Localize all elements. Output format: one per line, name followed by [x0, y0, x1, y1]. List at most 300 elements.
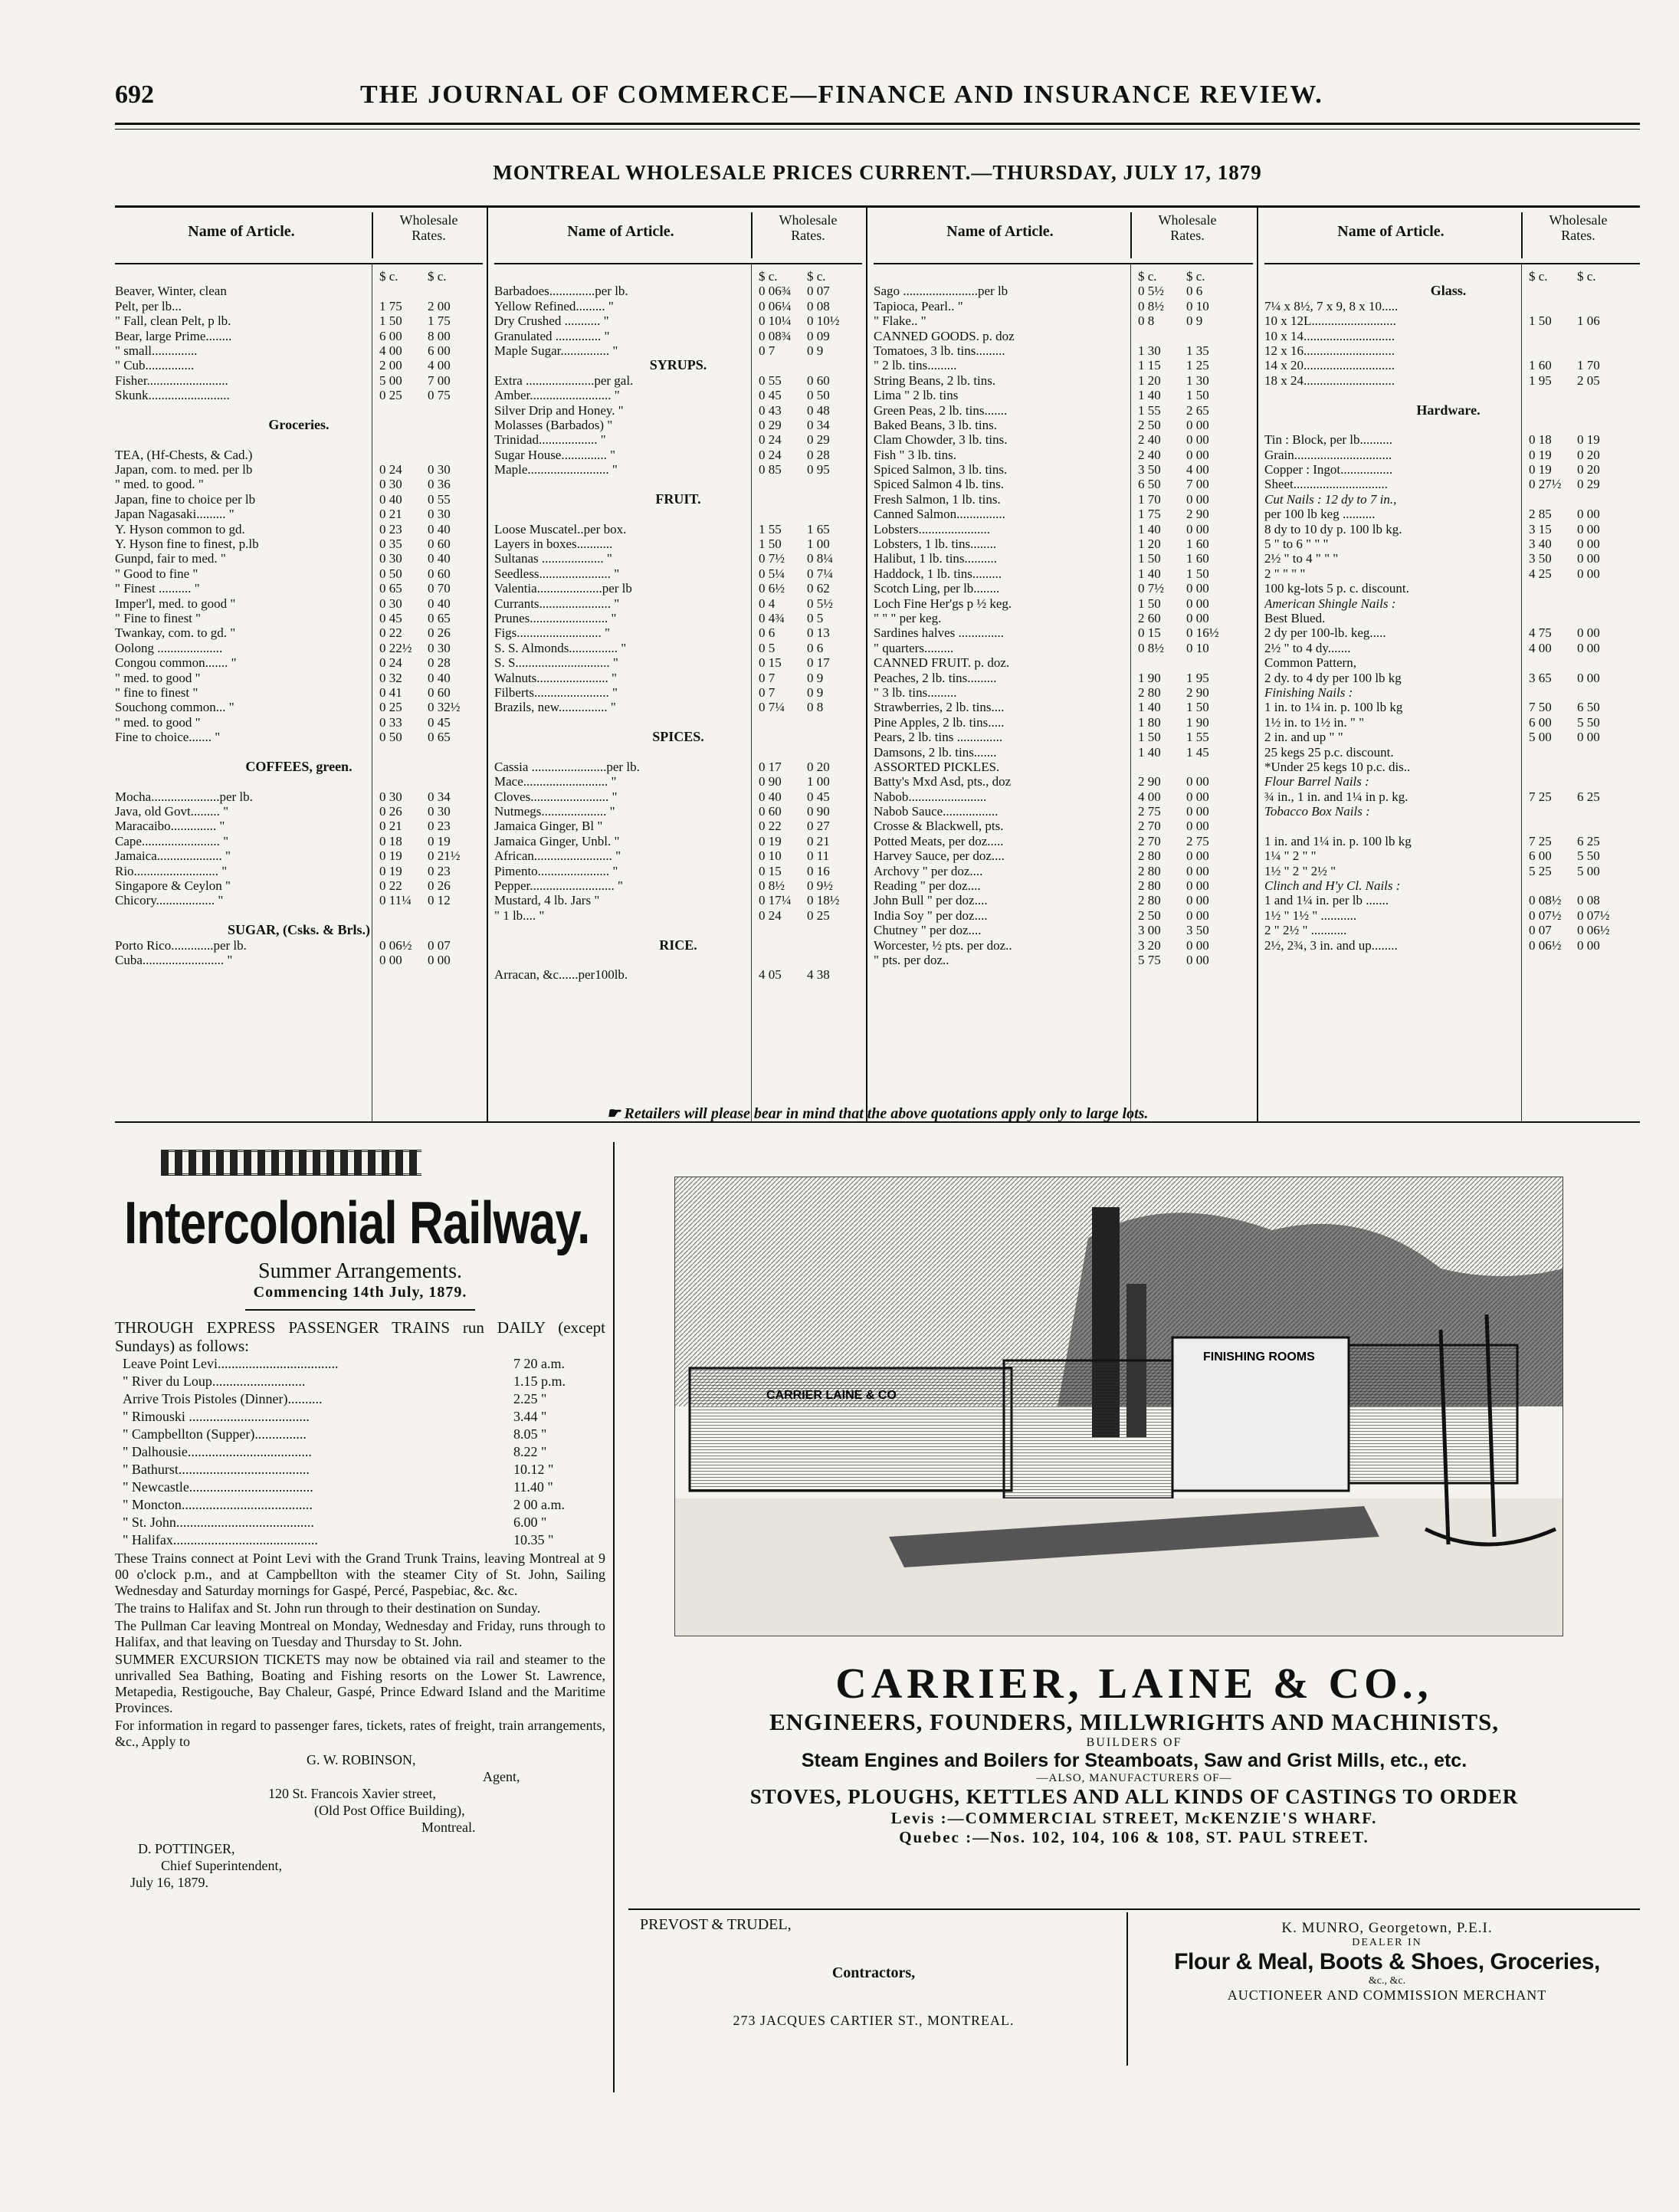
- rate-low: 0 30: [379, 596, 402, 611]
- rate-high: 1 90: [1186, 714, 1209, 730]
- table-row: [115, 625, 483, 640]
- table-row: [494, 864, 862, 878]
- railway-paragraph: These Trains connect at Point Levi with the Grand Trunk Trains, leaving Montreal at 9 00 o'clock p.m., and at Campbellton with the steamer City of St. John, Sailing Wednesday and Saturday mornings for Gaspé, Percé, Paspebiac, &c. &c.: [115, 1551, 605, 1598]
- rates-header-line2: Rates.: [1561, 228, 1595, 243]
- munro-goods: Flour & Meal, Boots & Shoes, Groceries,: [1174, 1949, 1600, 1974]
- table-row: [115, 938, 483, 953]
- station: Leave Point Levi...................................: [123, 1356, 339, 1371]
- item-name: Pears, 2 lb. tins ..............: [874, 730, 1003, 745]
- rate-low: 1 50: [1529, 313, 1552, 329]
- rate-low: 0 19: [1529, 447, 1552, 462]
- section-heading: [115, 923, 483, 937]
- item-name: Crosse & Blackwell, pts.: [874, 819, 1004, 834]
- finishing-rooms-sign: FINISHING ROOMS: [1203, 1351, 1315, 1364]
- table-row: [874, 269, 1253, 284]
- rate-high: 2 05: [1577, 372, 1600, 388]
- table-row: [1264, 864, 1640, 878]
- rate-high: 0 00: [1186, 432, 1209, 448]
- rate-low: 0 24: [759, 907, 782, 923]
- rate-low: 1 55: [759, 521, 782, 537]
- rate-low: 1 20: [1138, 537, 1161, 552]
- agent-address-1: 120 St. Francois Xavier street,: [268, 1786, 436, 1801]
- rate-high: $ c.: [428, 269, 447, 284]
- table-row: [115, 953, 483, 967]
- rate-high: 0 00: [1577, 537, 1600, 552]
- table-row: [874, 388, 1253, 402]
- rate-high: 1 35: [1186, 343, 1209, 358]
- rate-high: 0 08: [1577, 893, 1600, 908]
- item-name: SUGAR, (Csks. & Brls.): [227, 923, 370, 938]
- table-row: [1264, 923, 1640, 937]
- rate-low: 0 7: [759, 670, 776, 685]
- rate-low: 1 30: [1138, 343, 1161, 358]
- item-name: Mocha.....................per lb.: [115, 789, 253, 804]
- carrier-quebec: Quebec :—Nos. 102, 104, 106 & 108, ST. PAUL STREET.: [899, 1828, 1369, 1846]
- rate-low: 1 40: [1138, 388, 1161, 403]
- table-row: [1264, 373, 1640, 388]
- table-row: [494, 299, 862, 313]
- rate-high: 0 30: [428, 804, 451, 819]
- rates-header-line2: Rates.: [791, 228, 825, 243]
- rate-high: 1 45: [1186, 744, 1209, 760]
- superintendent-name: D. POTTINGER,: [138, 1841, 235, 1856]
- rate-high: 0 65: [428, 610, 451, 625]
- table-row: [494, 848, 862, 863]
- table-row: [874, 953, 1253, 967]
- rate-low: 3 20: [1138, 937, 1161, 953]
- item-name: Peaches, 2 lb. tins.........: [874, 670, 997, 685]
- schedule-row: [115, 1496, 605, 1514]
- rate-low: 0 06¼: [759, 298, 792, 313]
- table-row: [1264, 537, 1640, 551]
- munro-name: K. MUNRO, Georgetown, P.E.I.: [1281, 1920, 1493, 1936]
- item-name: Maple......................... ": [494, 462, 618, 478]
- item-name: 2 in. and up " ": [1264, 730, 1343, 745]
- rate-high: 0 00: [1186, 417, 1209, 432]
- table-row: [115, 284, 483, 298]
- rate-high: 0 50: [807, 388, 830, 403]
- rate-high: 0 45: [428, 714, 451, 730]
- railway-signatures: [115, 1751, 605, 1891]
- table-row: [1264, 596, 1640, 611]
- table-row: [1264, 492, 1640, 507]
- table-row: [874, 671, 1253, 685]
- item-name: Baked Beans, 3 lb. tins.: [874, 417, 998, 432]
- rate-high: 0 00: [1186, 581, 1209, 596]
- item-name: S. S............................. ": [494, 655, 618, 671]
- item-name: " pts. per doz..: [874, 952, 949, 967]
- rate-low: 0 65: [379, 581, 402, 596]
- rate-high: 0 40: [428, 670, 451, 685]
- rate-high: 0 55: [428, 491, 451, 507]
- table-row: [115, 537, 483, 551]
- rate-low: 2 90: [1138, 774, 1161, 789]
- munro-ad: [1134, 1920, 1640, 2004]
- table-row: [1264, 671, 1640, 685]
- header-rule-thin: [115, 129, 1640, 130]
- carrier-stoves: STOVES, PLOUGHS, KETTLES AND ALL KINDS OF CASTINGS TO ORDER: [749, 1785, 1519, 1808]
- table-row: [874, 611, 1253, 625]
- table-row: [874, 938, 1253, 953]
- item-name: Chicory.................. ": [115, 893, 224, 908]
- rate-low: 1 40: [1138, 700, 1161, 715]
- rate-low: 0 35: [379, 537, 402, 552]
- item-name: 2 dy. to 4 dy per 100 lb kg: [1264, 670, 1402, 685]
- table-row: [874, 641, 1253, 655]
- item-name: " quarters.........: [874, 640, 954, 655]
- schedule-row: [115, 1426, 605, 1443]
- table-row: [494, 566, 862, 581]
- table-row: [1264, 789, 1640, 804]
- rate-low: 0 17¼: [759, 893, 792, 908]
- rate-low: 0 30: [379, 477, 402, 492]
- item-name: per 100 lb keg ..........: [1264, 507, 1376, 522]
- rate-low: 0 6: [759, 625, 776, 641]
- section-heading: [494, 938, 862, 953]
- rate-low: 2 40: [1138, 447, 1161, 462]
- schedule-row: [115, 1514, 605, 1531]
- time: 3.44 ": [513, 1409, 547, 1424]
- table-row: [1264, 819, 1640, 833]
- rate-high: 5 00: [1577, 863, 1600, 878]
- railway-paragraph: The Pullman Car leaving Montreal on Monday, Wednesday and Friday, runs through to Halifax, and that leaving on Tuesday and Thursday to St. John.: [115, 1618, 605, 1649]
- table-row: [115, 893, 483, 907]
- item-name: Dry Crushed ........... ": [494, 313, 609, 329]
- rate-low: 2 70: [1138, 833, 1161, 848]
- table-row: [494, 313, 862, 328]
- table-row: [494, 745, 862, 760]
- rate-high: 3 50: [1186, 923, 1209, 938]
- railway-intro: THROUGH EXPRESS PASSENGER TRAINS run DAILY (except Sundays) as follows:: [115, 1318, 605, 1355]
- rate-high: 0 30: [428, 462, 451, 478]
- rate-low: 0 22: [759, 819, 782, 834]
- rate-low: 6 00: [1529, 848, 1552, 864]
- table-row: [115, 313, 483, 328]
- item-name: Singapore & Ceylon ": [115, 878, 231, 894]
- section-heading: [494, 492, 862, 507]
- table-row: [1264, 269, 1640, 284]
- table-row: [115, 448, 483, 462]
- rate-low: 2 50: [1138, 417, 1161, 432]
- table-row: [874, 878, 1253, 893]
- item-name: Fish " 3 lb. tins.: [874, 447, 957, 462]
- rate-high: 0 60: [807, 372, 830, 388]
- table-row: [494, 448, 862, 462]
- rate-low: 4 05: [759, 967, 782, 983]
- price-list-title: MONTREAL WHOLESALE PRICES CURRENT.—THURSDAY, JULY 17, 1879: [493, 161, 1262, 184]
- rate-high: 0 00: [1577, 566, 1600, 581]
- rate-low: 1 50: [1138, 596, 1161, 611]
- rate-high: 6 25: [1577, 789, 1600, 804]
- rate-high: 0 16: [807, 863, 830, 878]
- time: 8.05 ": [513, 1426, 547, 1442]
- rates-header-line2: Rates.: [412, 228, 446, 243]
- prevost-role: Contractors,: [831, 1964, 916, 1981]
- rates-header: [751, 212, 864, 258]
- table-row: [874, 655, 1253, 670]
- rate-low: 0 7½: [1138, 581, 1164, 596]
- item-name: " 2 lb. tins.........: [874, 358, 957, 373]
- item-name: Rio.......................... ": [115, 863, 228, 878]
- table-row: [874, 462, 1253, 477]
- rate-high: 0 00: [1577, 507, 1600, 522]
- table-row: [874, 730, 1253, 744]
- rate-low: 1 75: [1138, 507, 1161, 522]
- item-name: Jamaica Ginger, Unbl. ": [494, 833, 620, 848]
- rate-low: 0 22: [379, 625, 402, 641]
- rate-low: 0 8: [1138, 313, 1155, 329]
- item-name: " small..............: [115, 343, 198, 358]
- item-name: Currants...................... ": [494, 596, 620, 611]
- column-divider: [1257, 208, 1258, 1121]
- item-name: 1¼ " 2 " ": [1264, 848, 1317, 864]
- time: 10.35 ": [513, 1532, 554, 1547]
- item-name: Pelt, per lb...: [115, 298, 182, 313]
- table-row: [874, 343, 1253, 358]
- price-column-3: [874, 208, 1253, 1121]
- rate-low: 1 50: [759, 537, 782, 552]
- column-header: [1264, 208, 1640, 264]
- rate-high: 0 00: [1186, 878, 1209, 894]
- agent-address-2: (Old Post Office Building),: [314, 1803, 465, 1818]
- table-row: [494, 551, 862, 566]
- rate-low: 0 85: [759, 462, 782, 478]
- table-row: [874, 685, 1253, 700]
- table-row: [874, 284, 1253, 298]
- table-row: [494, 789, 862, 804]
- table-row: [874, 819, 1253, 833]
- item-name: Maple Sugar............... ": [494, 343, 618, 358]
- item-name: 10 x 12L..........................: [1264, 313, 1396, 329]
- table-row: [874, 358, 1253, 372]
- item-name: Silver Drip and Honey. ": [494, 402, 624, 418]
- rate-high: 0 60: [428, 684, 451, 700]
- item-name: Extra .....................per gal.: [494, 372, 634, 388]
- table-row: [874, 507, 1253, 521]
- table-row: [115, 551, 483, 566]
- schedule-row: [115, 1443, 605, 1461]
- rate-low: 7 50: [1529, 700, 1552, 715]
- item-name: Green Peas, 2 lb. tins.......: [874, 402, 1008, 418]
- time: 7 20 a.m.: [513, 1356, 565, 1371]
- item-name: Filberts....................... ": [494, 684, 618, 700]
- table-row: [494, 804, 862, 819]
- rate-high: 1 60: [1186, 551, 1209, 566]
- rate-high: 0 26: [428, 625, 451, 641]
- rate-low: 0 40: [759, 789, 782, 804]
- station: " River du Loup...........................: [123, 1373, 306, 1389]
- rates-header: [1521, 212, 1634, 258]
- table-row: [1264, 893, 1640, 907]
- rate-low: $ c.: [379, 269, 398, 284]
- rate-high: 0 00: [1186, 819, 1209, 834]
- item-name: Strawberries, 2 lb. tins....: [874, 700, 1005, 715]
- item-name: Tapioca, Pearl.. ": [874, 298, 963, 313]
- rate-high: $ c.: [807, 269, 826, 284]
- munro-etc: &c., &c.: [1368, 1975, 1406, 1987]
- rate-high: 0 00: [1577, 551, 1600, 566]
- section-heading: [494, 358, 862, 372]
- item-name: Sardines halves ..............: [874, 625, 1004, 641]
- rate-high: 0 07: [428, 937, 451, 953]
- table-row: [115, 774, 483, 789]
- rates-header-line1: Wholesale: [399, 212, 458, 228]
- rate-high: 0 18½: [807, 893, 840, 908]
- item-name: 7¼ x 8½, 7 x 9, 8 x 10.....: [1264, 298, 1399, 313]
- table-row: [494, 655, 862, 670]
- item-name: Imper'l, med. to good ": [115, 596, 236, 611]
- rate-high: 0 29: [807, 432, 830, 448]
- table-row: [494, 403, 862, 418]
- table-row: [115, 432, 483, 447]
- table-row: [115, 462, 483, 477]
- table-row: [874, 923, 1253, 937]
- rate-high: 5 50: [1577, 848, 1600, 864]
- table-row: [115, 819, 483, 833]
- table-row: [494, 373, 862, 388]
- rate-low: 0 8½: [759, 878, 785, 894]
- rate-low: 0 25: [379, 388, 402, 403]
- railway-paragraph: SUMMER EXCURSION TICKETS may now be obtained via rail and steamer to the unrivalled Sea Bathing, Boating and Fishing resorts on the Lower St. Lawrence, Metapedia, Restigouche, Bay Chaleur, Gaspé, Prince Edward Island and the Maritime Provinces.: [115, 1652, 605, 1715]
- rate-low: 0 60: [759, 804, 782, 819]
- table-row: [1264, 730, 1640, 744]
- table-row: [494, 418, 862, 432]
- table-row: [1264, 388, 1640, 402]
- item-name: American Shingle Nails :: [1264, 596, 1396, 611]
- item-name: Harvey Sauce, per doz....: [874, 848, 1005, 864]
- item-name: ¾ in., 1 in. and 1¼ in p. kg.: [1264, 789, 1408, 804]
- item-name: 18 x 24............................: [1264, 372, 1395, 388]
- item-name: 1 and 1¼ in. per lb .......: [1264, 893, 1389, 908]
- rate-high: 0 10: [1186, 298, 1209, 313]
- item-name: Flour Barrel Nails :: [1264, 774, 1369, 789]
- item-name: Sugar House.............. ": [494, 447, 616, 462]
- rate-low: 0 21: [379, 507, 402, 522]
- agent-name: G. W. ROBINSON,: [307, 1752, 416, 1767]
- table-row: [874, 403, 1253, 418]
- rates-header: [372, 212, 484, 258]
- item-name: John Bull " per doz....: [874, 893, 988, 908]
- rate-high: 1 50: [1186, 388, 1209, 403]
- item-name: " med. to good ": [115, 670, 201, 685]
- table-row: [1264, 432, 1640, 447]
- rate-high: 0 90: [807, 804, 830, 819]
- rate-low: 3 65: [1529, 670, 1552, 685]
- rate-high: 0 00: [1577, 521, 1600, 537]
- table-row: [874, 625, 1253, 640]
- rate-high: 0 28: [428, 655, 451, 671]
- rate-low: 1 95: [1529, 372, 1552, 388]
- agent-title: Agent,: [483, 1769, 520, 1784]
- table-row: [115, 834, 483, 848]
- table-row: [115, 343, 483, 358]
- table-row: [874, 522, 1253, 537]
- price-column-4: [1264, 208, 1640, 1121]
- rate-low: 0 41: [379, 684, 402, 700]
- rate-low: 0 50: [379, 730, 402, 745]
- table-row: [1264, 477, 1640, 491]
- item-name: SPICES.: [652, 730, 704, 745]
- rate-high: 0 00: [1577, 625, 1600, 641]
- carrier-builders: BUILDERS OF: [1086, 1736, 1182, 1749]
- table-row: [494, 834, 862, 848]
- table-row: [115, 492, 483, 507]
- table-row: [1264, 462, 1640, 477]
- item-name: Fine to choice....... ": [115, 730, 221, 745]
- item-name: African........................ ": [494, 848, 621, 864]
- rate-low: 0 33: [379, 714, 402, 730]
- table-row: [1264, 329, 1640, 343]
- table-row: [494, 923, 862, 937]
- rate-high: 0 00: [1577, 730, 1600, 745]
- table-row: [1264, 804, 1640, 819]
- pointing-hand-icon: ☛: [606, 1105, 625, 1122]
- rate-low: 0 15: [1138, 625, 1161, 641]
- rate-high: 1 30: [1186, 372, 1209, 388]
- rate-high: 0 62: [807, 581, 830, 596]
- rate-high: 0 00: [1577, 670, 1600, 685]
- time: 8.22 ": [513, 1444, 547, 1459]
- item-name: " fine to finest ": [115, 684, 198, 700]
- item-name: Hardware.: [1416, 402, 1481, 418]
- rate-high: 0 45: [807, 789, 830, 804]
- table-row: [1264, 625, 1640, 640]
- price-rows: [115, 269, 483, 967]
- item-name: 8 dy to 10 dy p. 100 lb kg.: [1264, 521, 1402, 537]
- column-header: [874, 208, 1253, 264]
- item-name: Lima " 2 lb. tins: [874, 388, 959, 403]
- rate-high: 0 32½: [428, 700, 461, 715]
- rate-low: 2 80: [1138, 684, 1161, 700]
- item-name: 12 x 16............................: [1264, 343, 1395, 358]
- rate-low: 0 15: [759, 655, 782, 671]
- rate-low: 0 45: [379, 610, 402, 625]
- rate-high: 6 50: [1577, 700, 1600, 715]
- table-row: [1264, 908, 1640, 923]
- rate-low: 1 55: [1138, 402, 1161, 418]
- table-row: [494, 284, 862, 298]
- rate-high: 0 00: [1577, 640, 1600, 655]
- rate-high: 0 00: [1186, 447, 1209, 462]
- rate-high: 0 8: [807, 700, 824, 715]
- station: " Rimouski ...................................: [123, 1409, 310, 1424]
- rate-high: 0 5½: [807, 596, 833, 611]
- table-row: [1264, 343, 1640, 358]
- time: 11.40 ": [513, 1479, 553, 1495]
- rate-high: 1 75: [428, 313, 451, 329]
- table-row: [494, 462, 862, 477]
- train-schedule: [115, 1355, 605, 1549]
- rate-low: 4 00: [1138, 789, 1161, 804]
- rate-low: 0 11¼: [379, 893, 412, 908]
- item-name: Seedless...................... ": [494, 566, 620, 581]
- item-name: Tin : Block, per lb..........: [1264, 432, 1393, 448]
- item-name: Skunk.........................: [115, 388, 230, 403]
- rate-high: 0 00: [1186, 893, 1209, 908]
- ad-divider-horizontal: [628, 1908, 1640, 1910]
- table-row: [874, 492, 1253, 507]
- factory-left-building: [690, 1368, 1012, 1491]
- item-name: Pimento...................... ": [494, 863, 618, 878]
- rate-high: 4 00: [428, 358, 451, 373]
- railway-title: Intercolonial Railway.: [124, 1190, 590, 1257]
- rate-low: 3 50: [1138, 462, 1161, 478]
- rate-high: 0 40: [428, 551, 451, 566]
- item-name: " Fall, clean Pelt, p lb.: [115, 313, 231, 329]
- carrier-steam: Steam Engines and Boilers for Steamboats, Saw and Grist Mills, etc., etc.: [801, 1750, 1467, 1771]
- rate-low: $ c.: [1138, 269, 1157, 284]
- item-name: FRUIT.: [655, 491, 701, 507]
